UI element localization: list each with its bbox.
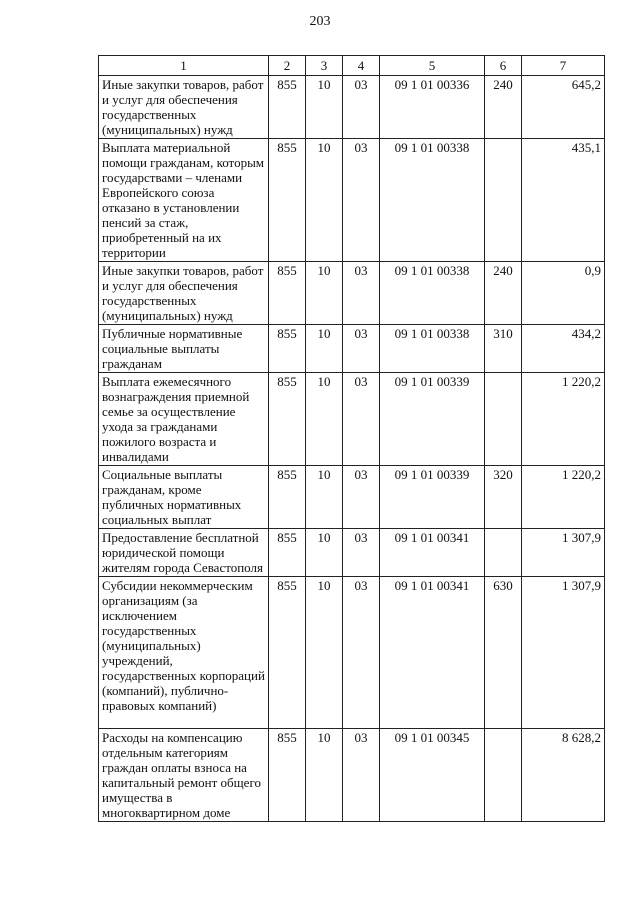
row-target-cell: 09 1 01 00336 [380, 76, 485, 139]
row-subsection-cell: 03 [343, 466, 380, 529]
row-target-cell: 09 1 01 00338 [380, 262, 485, 325]
budget-table [98, 55, 605, 822]
row-amount-cell: 1 220,2 [522, 466, 605, 529]
row-name-cell: Иные закупки товаров, работ и услуг для обеспечения государственных (муниципальных) нужд [99, 262, 269, 325]
row-amount-cell: 1 307,9 [522, 529, 605, 577]
row-amount-cell: 435,1 [522, 139, 605, 262]
row-subsection-cell: 03 [343, 729, 380, 822]
table-row [99, 729, 605, 822]
table-row [99, 529, 605, 577]
row-type-cell: 240 [485, 76, 522, 139]
row-type-cell [485, 729, 522, 822]
row-target-cell: 09 1 01 00339 [380, 466, 485, 529]
row-section-cell: 10 [306, 729, 343, 822]
row-amount-cell: 1 220,2 [522, 373, 605, 466]
row-amount-cell: 0,9 [522, 262, 605, 325]
header-cell: 1 [99, 56, 269, 76]
table-row [99, 76, 605, 139]
row-subsection-cell: 03 [343, 577, 380, 729]
row-section-cell: 10 [306, 373, 343, 466]
row-code-cell: 855 [269, 466, 306, 529]
row-code-cell: 855 [269, 373, 306, 466]
row-type-cell [485, 373, 522, 466]
row-type-cell [485, 139, 522, 262]
row-type-cell: 240 [485, 262, 522, 325]
row-amount-cell: 434,2 [522, 325, 605, 373]
row-code-cell: 855 [269, 577, 306, 729]
row-target-cell: 09 1 01 00341 [380, 577, 485, 729]
row-subsection-cell: 03 [343, 139, 380, 262]
row-code-cell: 855 [269, 325, 306, 373]
row-subsection-cell: 03 [343, 262, 380, 325]
row-amount-cell: 1 307,9 [522, 577, 605, 729]
row-name-cell: Публичные нормативные социальные выплаты гражданам [99, 325, 269, 373]
page-number: 203 [309, 14, 331, 29]
row-target-cell: 09 1 01 00338 [380, 139, 485, 262]
row-section-cell: 10 [306, 76, 343, 139]
row-name-cell: Предоставление бесплатной юридической помощи жителям города Севастополя [99, 529, 269, 577]
header-cell: 2 [269, 56, 306, 76]
row-name-cell: Расходы на компенсацию отдельным категориям граждан оплаты взноса на капитальный ремонт общего имущества в многоквартирном доме [99, 729, 269, 822]
row-code-cell: 855 [269, 76, 306, 139]
row-target-cell: 09 1 01 00345 [380, 729, 485, 822]
row-name-cell: Социальные выплаты гражданам, кроме публичных нормативных социальных выплат [99, 466, 269, 529]
row-code-cell: 855 [269, 139, 306, 262]
row-section-cell: 10 [306, 577, 343, 729]
row-name-cell: Выплата ежемесячного вознаграждения приемной семье за осуществление ухода за гражданами пожилого возраста и инвалидами [99, 373, 269, 466]
header-row [99, 56, 605, 76]
row-target-cell: 09 1 01 00341 [380, 529, 485, 577]
row-subsection-cell: 03 [343, 76, 380, 139]
row-target-cell: 09 1 01 00338 [380, 325, 485, 373]
table-row [99, 373, 605, 466]
row-name-cell: Субсидии некоммерческим организациям (за исключением государственных (муниципальных) учреждений, государственных корпораций (компаний), публично-правовых компаний) [99, 577, 269, 729]
table-row [99, 139, 605, 262]
row-section-cell: 10 [306, 466, 343, 529]
row-type-cell: 320 [485, 466, 522, 529]
row-type-cell [485, 529, 522, 577]
row-amount-cell: 8 628,2 [522, 729, 605, 822]
header-cell: 5 [380, 56, 485, 76]
row-type-cell: 310 [485, 325, 522, 373]
table-row [99, 262, 605, 325]
row-name-cell: Выплата материальной помощи гражданам, которым государствами – членами Европейского союза отказано в установлении пенсий за стаж, приобретенный на их территории [99, 139, 269, 262]
row-name-cell: Иные закупки товаров, работ и услуг для обеспечения государственных (муниципальных) нужд [99, 76, 269, 139]
row-code-cell: 855 [269, 529, 306, 577]
header-cell: 6 [485, 56, 522, 76]
row-target-cell: 09 1 01 00339 [380, 373, 485, 466]
table-row [99, 577, 605, 729]
row-subsection-cell: 03 [343, 325, 380, 373]
row-section-cell: 10 [306, 262, 343, 325]
row-subsection-cell: 03 [343, 529, 380, 577]
row-type-cell: 630 [485, 577, 522, 729]
row-subsection-cell: 03 [343, 373, 380, 466]
header-cell: 3 [306, 56, 343, 76]
row-code-cell: 855 [269, 729, 306, 822]
row-section-cell: 10 [306, 529, 343, 577]
row-section-cell: 10 [306, 325, 343, 373]
table-row [99, 325, 605, 373]
table-row [99, 466, 605, 529]
row-amount-cell: 645,2 [522, 76, 605, 139]
header-cell: 7 [522, 56, 605, 76]
header-cell: 4 [343, 56, 380, 76]
row-section-cell: 10 [306, 139, 343, 262]
row-code-cell: 855 [269, 262, 306, 325]
